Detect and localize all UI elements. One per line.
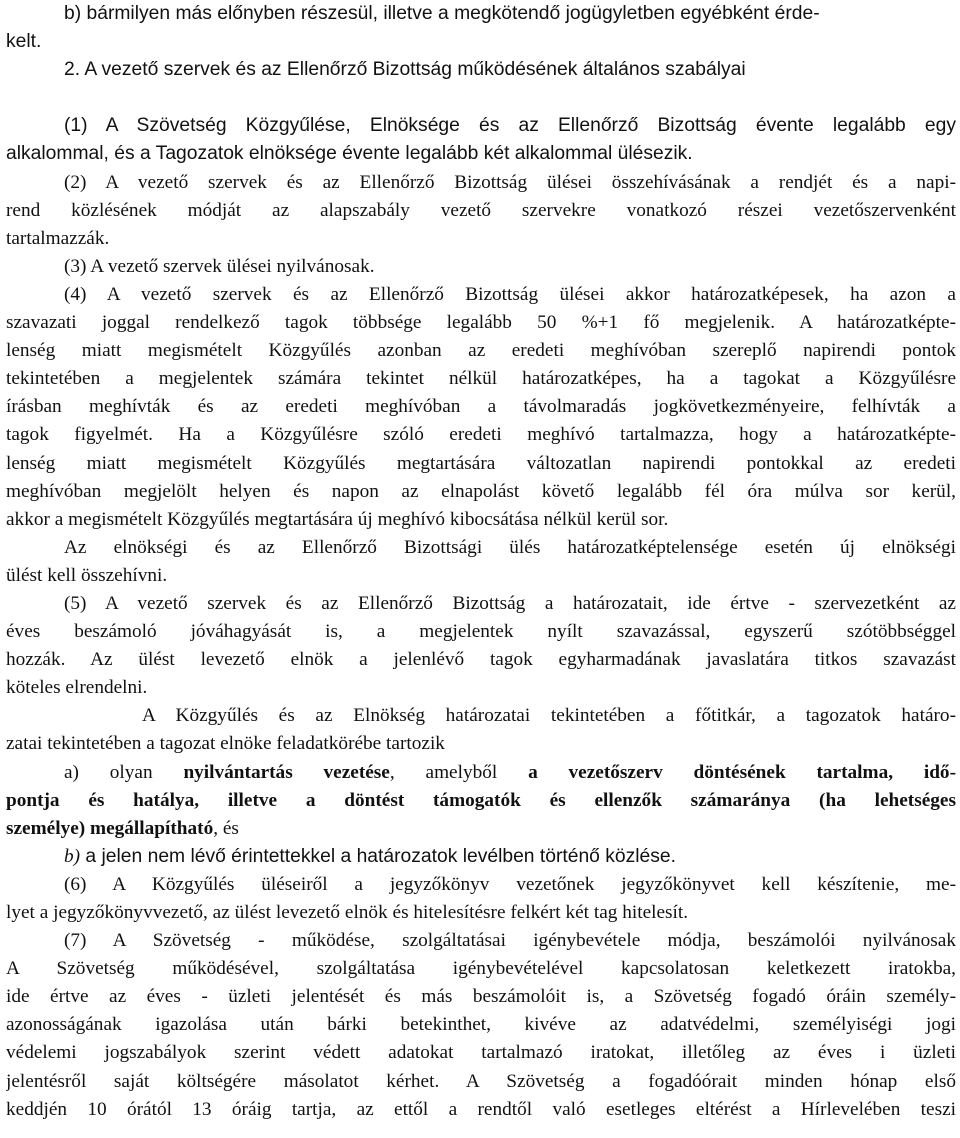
text-line: (4) A vezető szervek és az Ellenőrző Bizottság ülései akkor határozatképesek, ha azon a — [64, 283, 956, 305]
text-line: meghívóban megjelölt helyen és napon az elnapolást követő legalább fél óra múlva sor kerül, — [6, 480, 956, 502]
text-line: alkalommal, és a Tagozatok elnöksége évente legalább két alkalommal ülésezik. — [6, 143, 693, 165]
bold-text: nyilvántartás vezetése — [183, 761, 390, 783]
text-line: védelemi jogszabályok szerint védett adatokat tartalmazó iratokat, illetőleg az éves i üzleti — [6, 1042, 956, 1064]
inline-text: b) — [64, 845, 81, 867]
inline-text: a) olyan — [64, 761, 184, 783]
bold-text: pontja és hatálya, illetve a döntést támogatók és ellenzők számaránya (ha lehetséges — [6, 789, 956, 811]
text-line: szavazati joggal rendelkező tagok többsége legalább 50 %+1 fő megjelenik. A határozatképte- — [6, 312, 956, 334]
bold-text: személye) megállapítható — [6, 817, 214, 839]
text-line: akkor a megismételt Közgyűlés megtartására új meghívó kibocsátása nélkül kerül sor. — [6, 508, 669, 530]
text-line: (1) A Szövetség Közgyűlése, Elnöksége és az Ellenőrző Bizottság évente legalább egy — [64, 115, 956, 137]
text-line: lenség miatt megismételt Közgyűlés megtartására változatlan napirendi pontokkal az eredeti — [6, 452, 956, 474]
text-line — [6, 759, 956, 787]
text-line: A Közgyűlés és az Elnökség határozatai tekintetében a főtitkár, a tagozatok határo- — [142, 705, 956, 727]
text-line: (7) A Szövetség - működése, szolgáltatásai igénybevétele módja, beszámolói nyilvánosak — [64, 930, 956, 952]
text-line: rend közlésének módját az alapszabály vezető szervekre vonatkozó részei vezetőszervenként — [6, 199, 956, 221]
text-line — [6, 84, 956, 112]
inline-text: a jelen nem lévő érintettekkel a határozatok levélben történő közlése. — [80, 845, 676, 867]
document-page — [6, 0, 956, 1124]
text-line: Az elnökségi és az Ellenőrző Bizottsági ülés határozatképtelensége esetén új elnökségi — [64, 536, 956, 558]
text-line: (2) A vezető szervek és az Ellenőrző Bizottság ülései összehívásának a rendjét és a napi- — [64, 171, 956, 193]
text-line: (5) A vezető szervek és az Ellenőrző Bizottság a határozatait, ide értve - szervezetként az — [64, 592, 956, 614]
text-line: ide értve az éves - üzleti jelentését és más beszámolóit is, a Szövetség fogadó óráin személy- — [6, 986, 956, 1008]
text-line: A Szövetség működésével, szolgáltatása igénybevételével kapcsolatosan keletkezett iratokba, — [6, 958, 956, 980]
text-line: zatai tekintetében a tagozat elnöke feladatkörébe tartozik — [6, 733, 445, 755]
text-line: azonosságának igazolása után bárki betekinthet, kivéve az adatvédelmi, személyiségi jogi — [6, 1014, 956, 1036]
text-line: jelentésről saját költségére másolatot kérhet. A Szövetség a fogadóórait minden hónap első — [6, 1070, 956, 1092]
text-line: keddjén 10 órától 13 óráig tartja, az ettől a rendtől való esetleges eltérést a Hírlevelében teszi — [6, 1098, 956, 1120]
inline-text: , és — [213, 817, 239, 839]
text-line: 2. A vezető szervek és az Ellenőrző Bizottság működésének általános szabályai — [64, 59, 746, 81]
text-line: tekintetében a megjelentek számára tekintet nélkül határozatképes, ha a tagokat a Közgyűlésre — [6, 368, 956, 390]
text-line — [6, 815, 956, 843]
bold-text: a vezetőszerv döntésének tartalma, idő- — [528, 761, 956, 783]
text-line: tagok figyelmét. Ha a Közgyűlésre szóló eredeti meghívó tartalmazza, hogy a határozatképte- — [6, 424, 956, 446]
text-line — [6, 787, 956, 815]
text-line: éves beszámoló jóváhagyását is, a megjelentek nyílt szavazással, egyszerű szótöbbséggel — [6, 621, 956, 643]
text-line: lenség miatt megismételt Közgyűlés azonban az eredeti meghívóban szereplő napirendi pontok — [6, 340, 956, 362]
text-line: (3) A vezető szervek ülései nyilvánosak. — [64, 255, 375, 277]
text-line: b) bármilyen más előnyben részesül, illetve a megkötendő jogügyletben egyébként érde- — [64, 3, 820, 24]
text-line: köteles elrendelni. — [6, 677, 148, 699]
text-line: írásban meghívták és az eredeti meghívóban a távolmaradás jogkövetkezményeire, felhívták a — [6, 396, 956, 418]
text-line — [6, 843, 956, 871]
text-line: hozzák. Az ülést levezető elnök a jelenlévő tagok egyharmadának javaslatára titkos szavazást — [6, 649, 956, 671]
text-line: ülést kell összehívni. — [6, 564, 168, 586]
text-line: lyet a jegyzőkönyvvezető, az ülést levezető elnök és hitelesítésre felkért két tag hitelesít. — [6, 902, 689, 923]
text-line: (6) A Közgyűlés üléseiről a jegyzőkönyv vezetőnek jegyzőkönyvet kell készítenie, me- — [64, 873, 956, 895]
text-line: tartalmazzák. — [6, 227, 110, 249]
inline-text: , amelyből — [389, 761, 529, 783]
text-line: kelt. — [6, 31, 42, 53]
